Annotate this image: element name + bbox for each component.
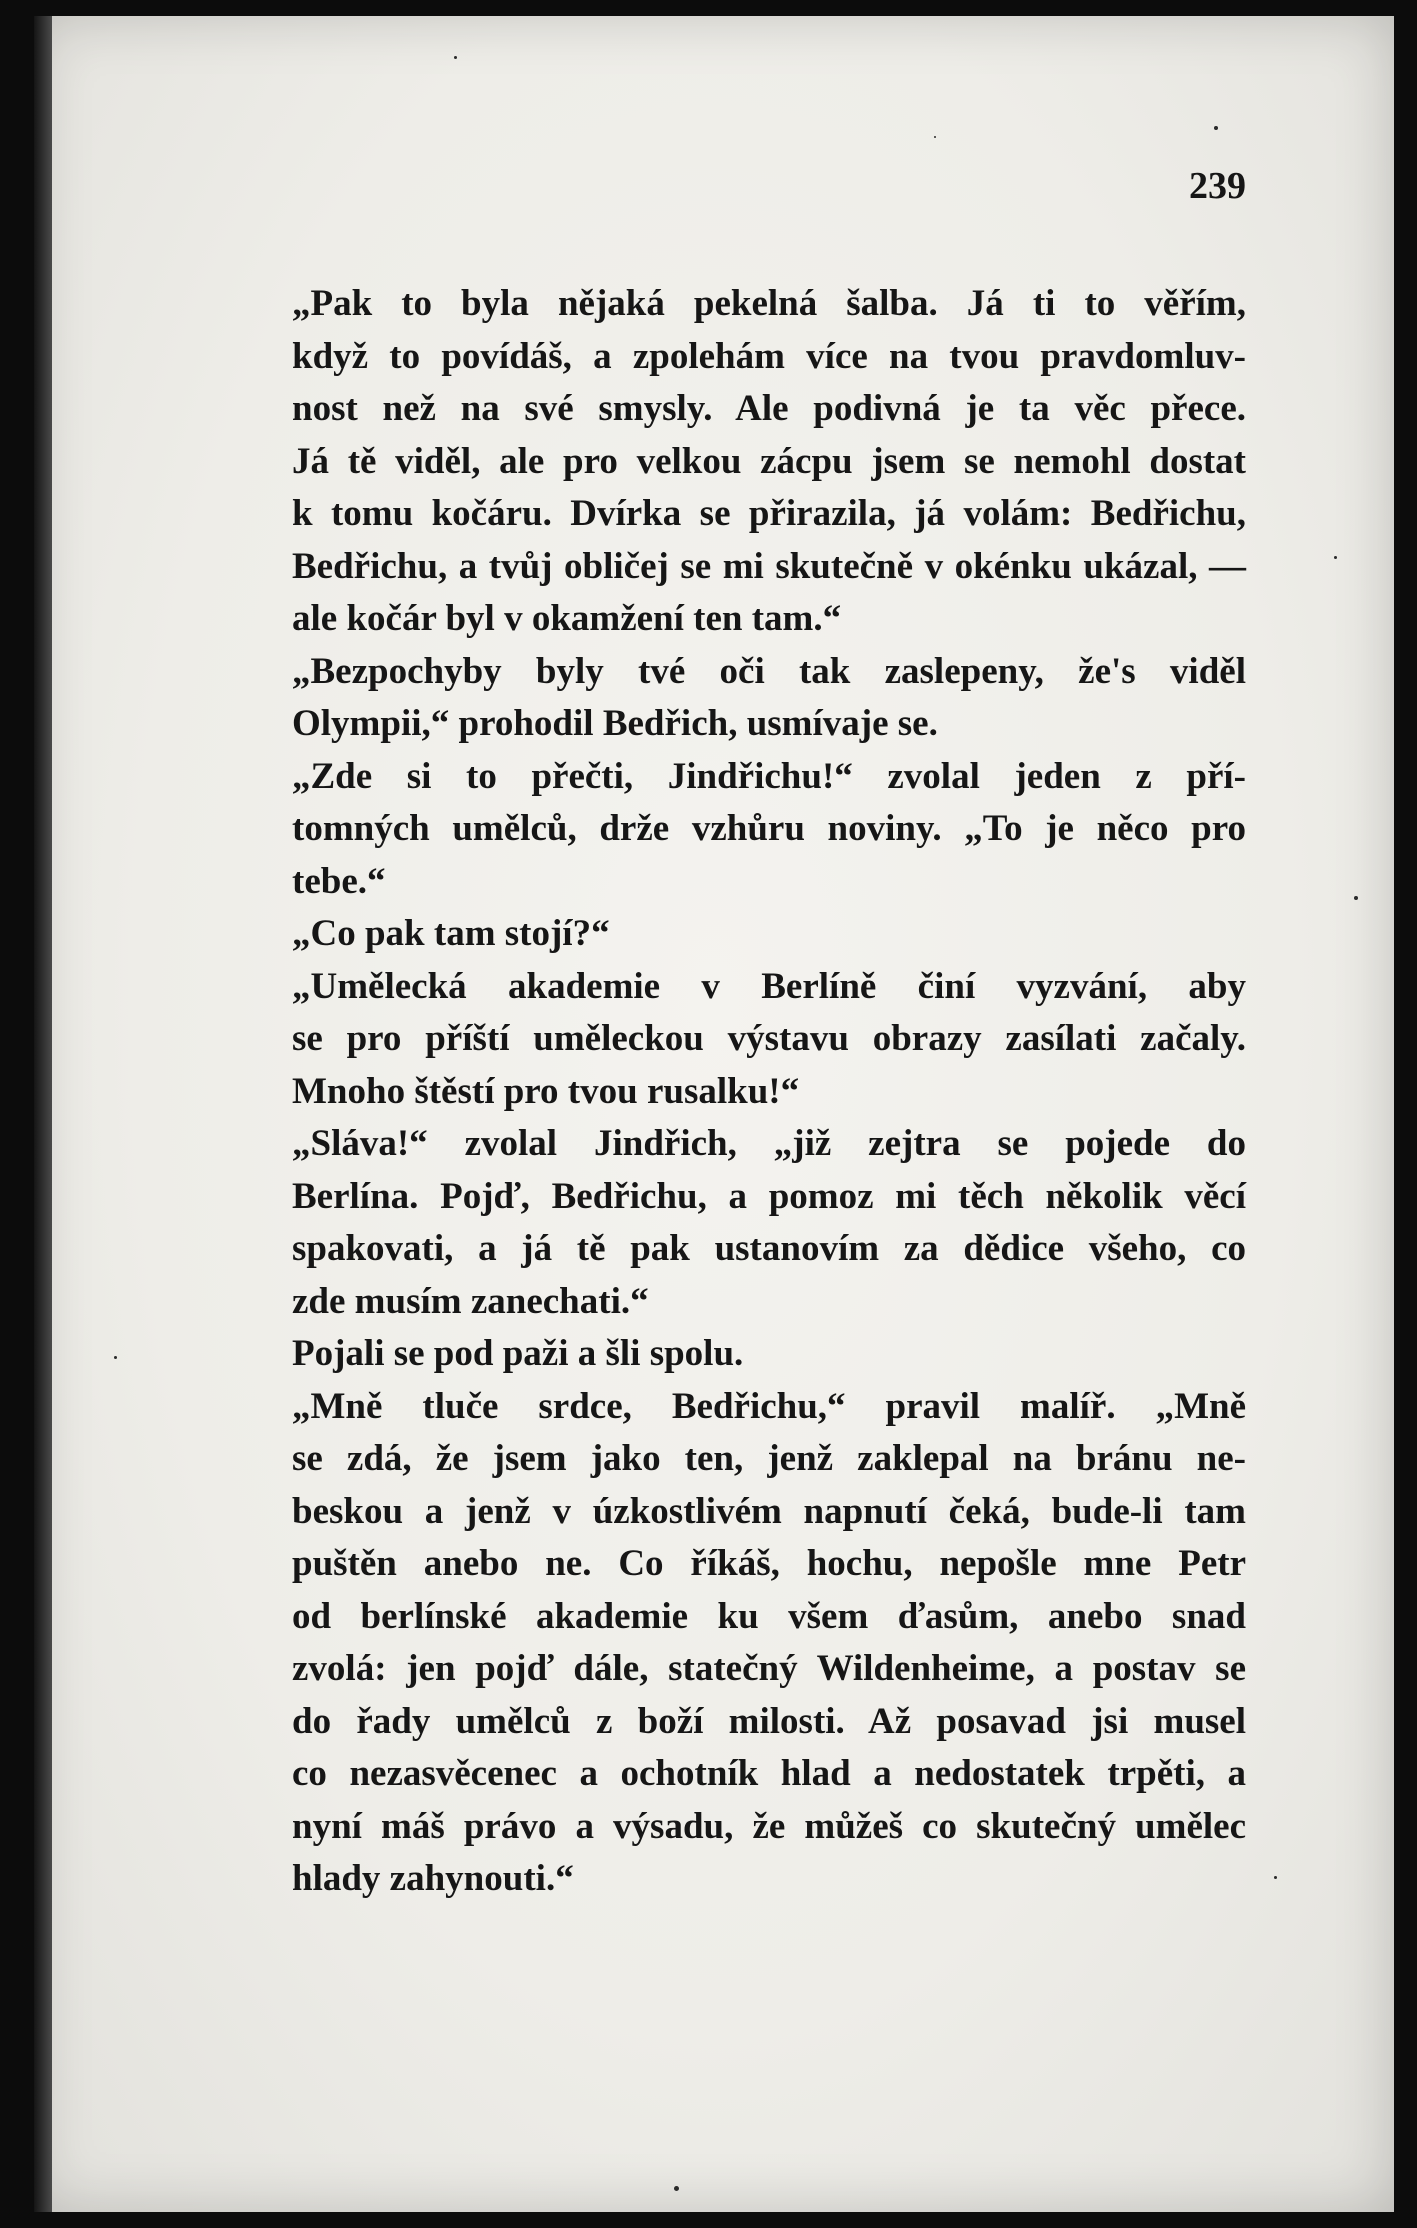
body-text: [184, 278, 1246, 1906]
scan-speck: [1214, 126, 1218, 130]
text-line: k tomu kočáru. Dvírka se přirazila, já volám: Bedřichu,: [292, 493, 1246, 534]
text-line: tebe.“: [292, 860, 386, 902]
text-line: Pojali se pod paži a šli spolu.: [292, 1333, 744, 1374]
scan-speck: [1354, 896, 1358, 900]
text-line: co nezasvěcenec a ochotník hlad a nedostatek trpěti, a: [292, 1753, 1246, 1794]
binding-edge-shadow: [34, 16, 52, 2212]
scan-speck: [934, 136, 936, 138]
text-line: do řady umělců z boží milosti. Až posavad jsi musel: [292, 1700, 1246, 1742]
paragraph: [184, 1328, 1246, 1381]
text-line: „Zde si to přečti, Jindřichu!“ zvolal jeden z pří-: [292, 755, 1246, 797]
paragraph: [184, 646, 1246, 751]
text-line: zvolá: jen pojď dále, statečný Wildenheime, a postav se: [292, 1648, 1246, 1689]
scan-speck: [1274, 1876, 1277, 1879]
text-line: Berlína. Pojď, Bedřichu, a pomoz mi těch několik věcí: [292, 1175, 1246, 1217]
text-line: od berlínské akademie ku všem ďasům, anebo snad: [292, 1595, 1246, 1637]
text-line: Mnoho štěstí pro tvou rusalku!“: [292, 1070, 800, 1112]
text-line: Olympii,“ prohodil Bedřich, usmívaje se.: [292, 703, 938, 744]
text-line: „Umělecká akademie v Berlíně činí vyzvání, aby: [292, 965, 1246, 1007]
text-line: ale kočár byl v okamžení ten tam.“: [292, 598, 842, 639]
text-line: se pro příští uměleckou výstavu obrazy zasílati začaly.: [292, 1018, 1246, 1059]
paragraph: [184, 1381, 1246, 1906]
scan-speck: [454, 56, 457, 59]
text-line: se zdá, že jsem jako ten, jenž zaklepal na bránu ne-: [292, 1438, 1246, 1479]
scan-speck: [114, 1356, 117, 1359]
paragraph: [184, 278, 1246, 646]
text-line: tomných umělců, drže vzhůru noviny. „To je něco pro: [292, 808, 1246, 849]
text-line: hlady zahynouti.“: [292, 1858, 574, 1899]
text-line: Já tě viděl, ale pro velkou zácpu jsem se nemohl dostat: [292, 440, 1246, 482]
text-line: „Bezpochyby byly tvé oči tak zaslepeny, že's viděl: [292, 650, 1246, 692]
text-line: „Co pak tam stojí?“: [292, 913, 610, 954]
text-line: puštěn anebo ne. Co říkáš, hochu, nepošle mne Petr: [292, 1543, 1246, 1584]
paragraph: [184, 1118, 1246, 1328]
text-line: nost než na své smysly. Ale podivná je ta věc přece.: [292, 388, 1246, 429]
text-line: nyní máš právo a výsadu, že můžeš co skutečný umělec: [292, 1805, 1246, 1847]
text-line: „Sláva!“ zvolal Jindřich, „již zejtra se pojede do: [292, 1123, 1246, 1164]
scan-speck: [1334, 556, 1337, 559]
text-line: Bedřichu, a tvůj obličej se mi skutečně v okénku ukázal, —: [292, 545, 1246, 587]
text-line: když to povídáš, a zpolehám více na tvou pravdomluv-: [292, 335, 1246, 377]
text-line: spakovati, a já tě pak ustanovím za dědice všeho, co: [292, 1228, 1246, 1269]
page-number: 239: [1189, 165, 1246, 207]
text-line: zde musím zanechati.“: [292, 1280, 649, 1322]
text-line: „Mně tluče srdce, Bedřichu,“ pravil malíř. „Mně: [292, 1385, 1246, 1427]
scan-speck: [674, 2186, 679, 2191]
paragraph: [184, 751, 1246, 909]
paragraph: [184, 961, 1246, 1119]
book-page: [34, 16, 1394, 2212]
paragraph: [184, 908, 1246, 961]
text-line: beskou a jenž v úzkostlivém napnutí čeká, bude-li tam: [292, 1490, 1246, 1532]
text-line: „Pak to byla nějaká pekelná šalba. Já ti to věřím,: [292, 283, 1246, 324]
